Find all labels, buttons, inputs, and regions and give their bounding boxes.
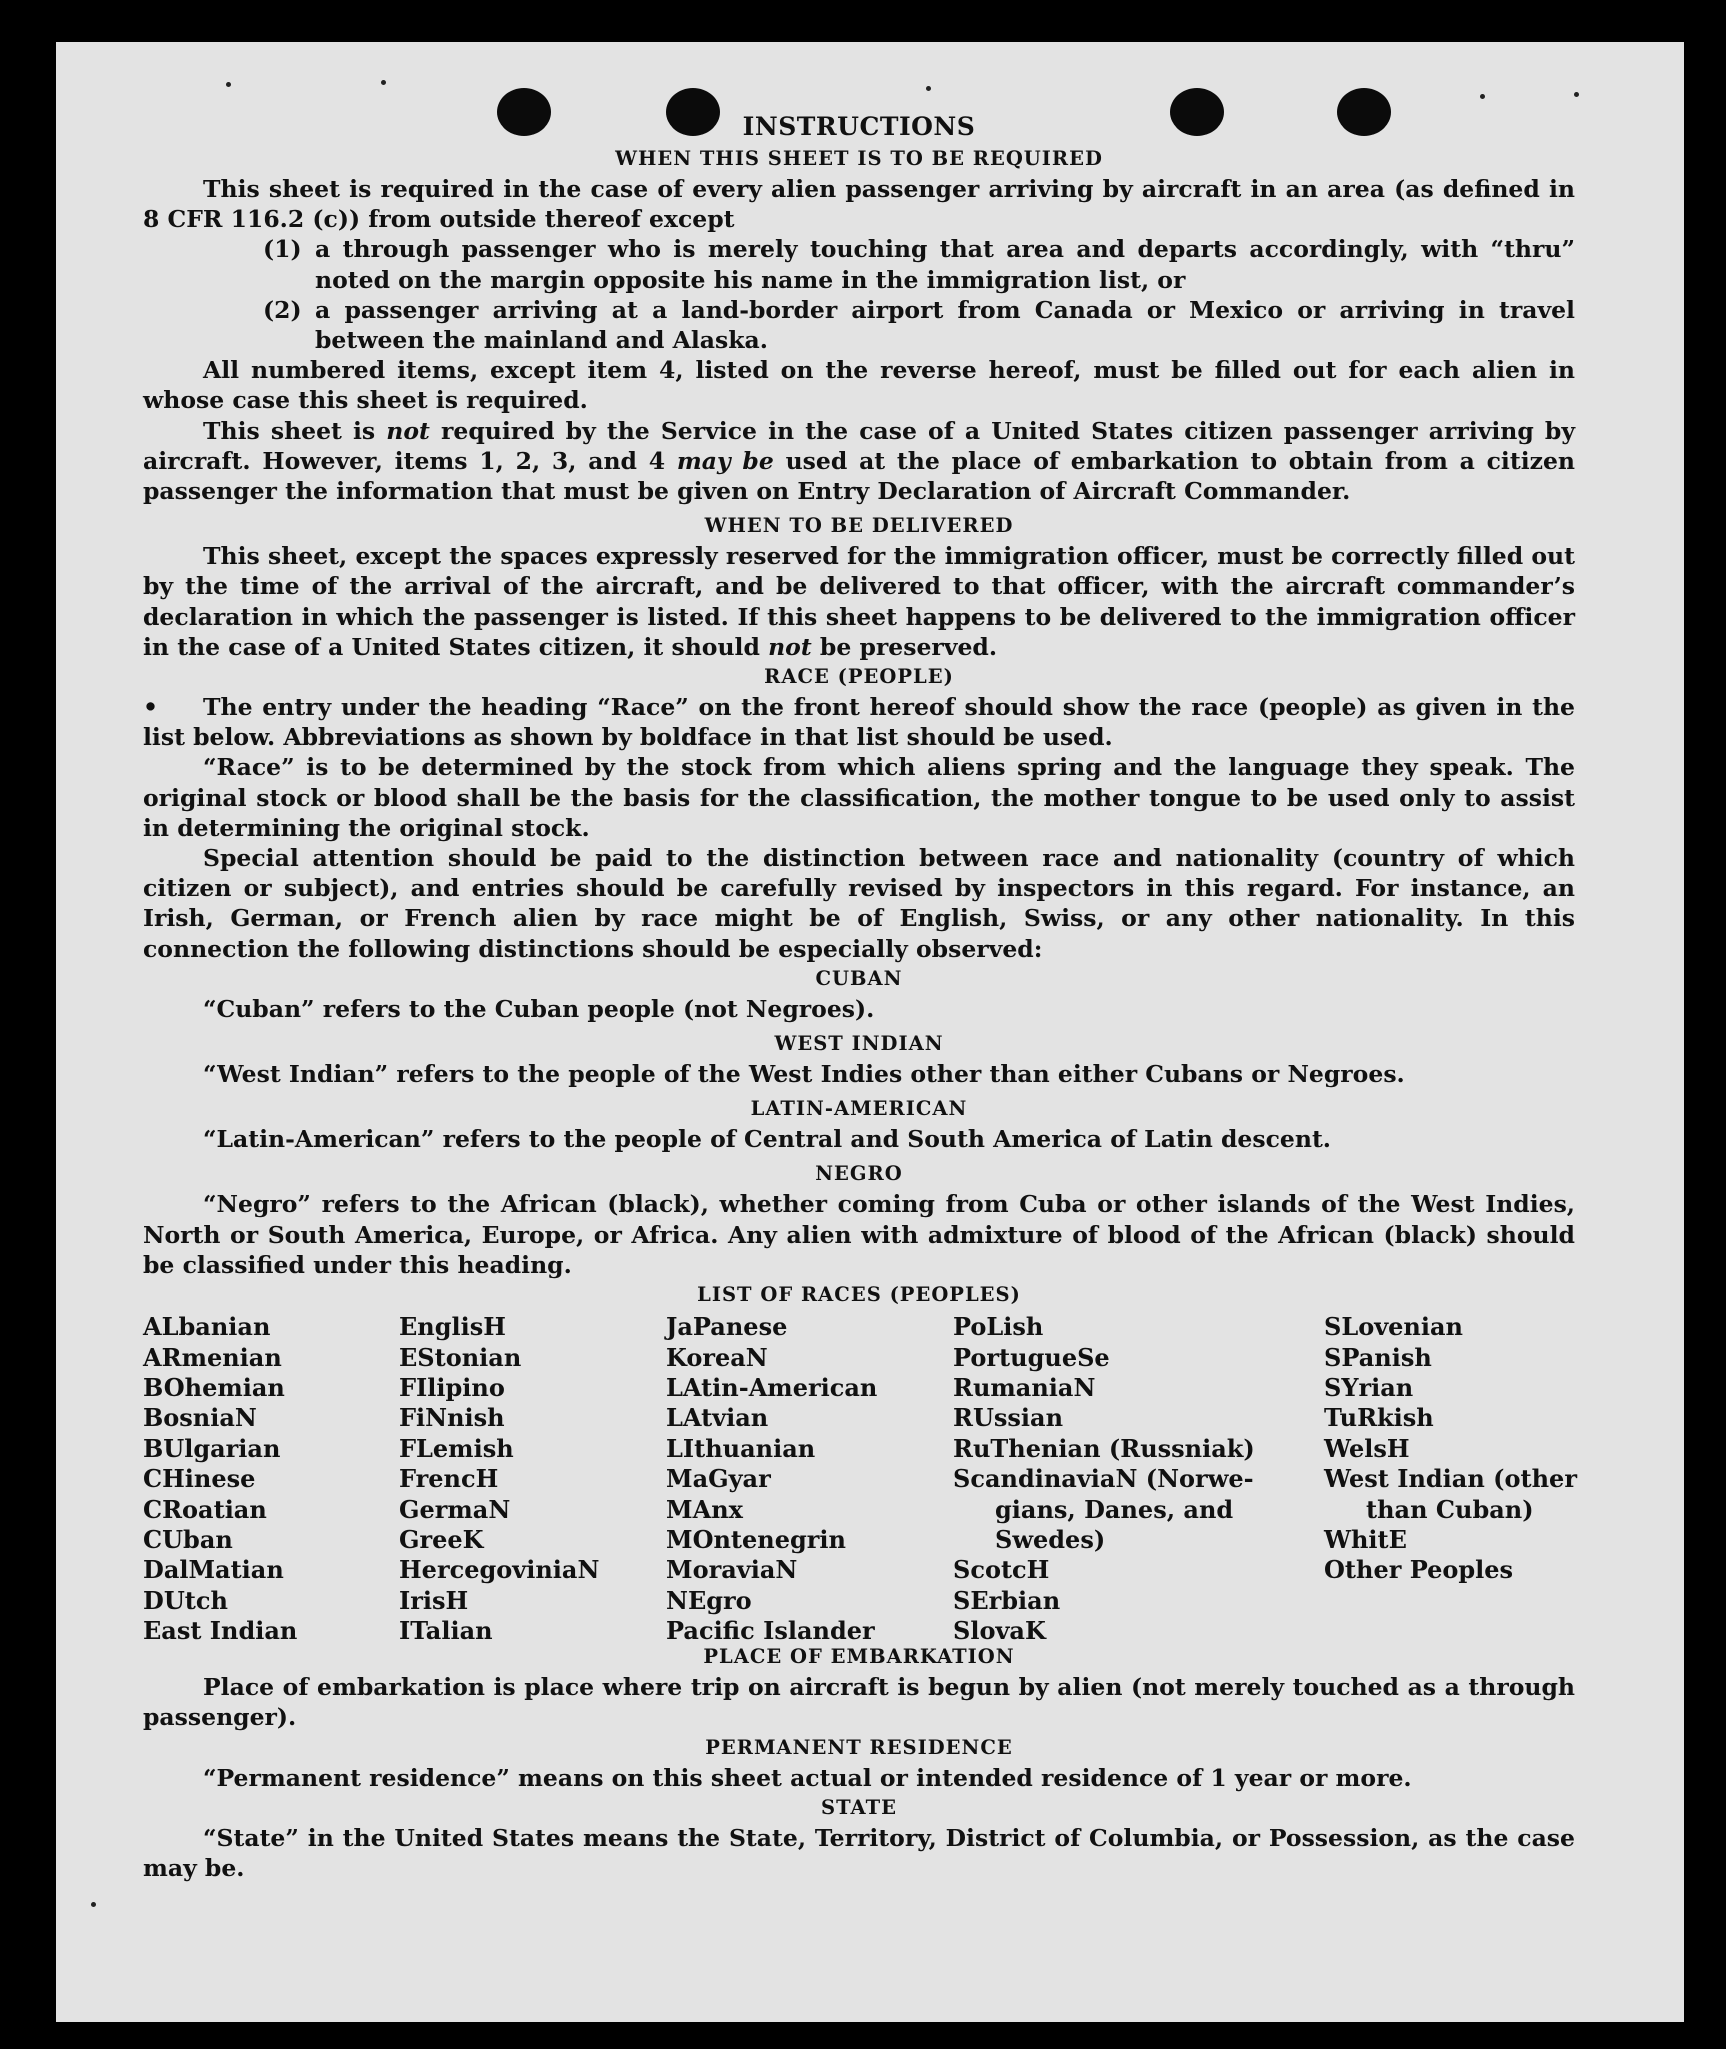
race-entry: GermaN	[399, 1494, 511, 1524]
race-entry: Swedes)	[995, 1524, 1106, 1554]
list-item	[143, 234, 1575, 294]
race-entry: ScotcH	[953, 1555, 1050, 1585]
heading-embarkation: PLACE OF EMBARKATION	[703, 1645, 1015, 1669]
race-entry: RuThenian (Russniak)	[953, 1433, 1255, 1463]
race-entry: PortugueSe	[953, 1342, 1110, 1372]
race-entry: LAtvian	[666, 1403, 769, 1433]
page-title: INSTRUCTIONS	[742, 112, 976, 141]
italic-run: not	[768, 632, 812, 661]
race-entry: CRoatian	[143, 1494, 267, 1524]
bullet-icon: •	[143, 693, 159, 722]
heading-when-delivered: WHEN TO BE DELIVERED	[704, 514, 1014, 538]
race-entry: BosniaN	[143, 1403, 257, 1433]
speck	[91, 1902, 96, 1907]
item-text: a passenger arriving at a land-border airport from Canada or Mexico or arriving in travel between the mainland and Alaska.	[315, 295, 1575, 355]
race-entry: SYrian	[1324, 1372, 1414, 1402]
race-entry: gians, Danes, and	[995, 1494, 1234, 1524]
race-entry: Other Peoples	[1324, 1555, 1514, 1585]
heading-cuban: CUBAN	[815, 966, 903, 990]
race-entry: GreeK	[399, 1524, 484, 1554]
paragraph: “West Indian” refers to the people of the West Indies other than either Cubans or Negroes.	[203, 1060, 1405, 1089]
paragraph: “Race” is to be determined by the stock from which aliens spring and the language they speak. The original stock or blood shall be the basis for the classification, the mother tongue to be used only to assist in determining the original stock.	[143, 753, 1575, 842]
race-entry: FiNnish	[399, 1403, 505, 1433]
race-column	[953, 1312, 1255, 1646]
italic-run: not	[386, 416, 430, 445]
heading-list-of-races: LIST OF RACES (PEOPLES)	[697, 1283, 1021, 1307]
paragraph: “Latin-American” refers to the people of Central and South America of Latin descent.	[203, 1125, 1331, 1154]
text-run: The entry under the heading “Race” on the front hereof should show the race (people) as given in the list below. Abbreviations as shown by boldface in that list should be used.	[143, 693, 1575, 752]
heading-latin-american: LATIN-AMERICAN	[750, 1097, 968, 1121]
race-entry: KoreaN	[666, 1342, 768, 1372]
paragraph: “Permanent residence” means on this sheet actual or intended residence of 1 year or more.	[203, 1763, 1412, 1792]
paragraph: Place of embarkation is place where trip on aircraft is begun by alien (not merely touched as a through passenger).	[143, 1673, 1575, 1732]
race-entry: ALbanian	[143, 1312, 271, 1342]
speck	[226, 82, 231, 87]
race-entry: NEgro	[666, 1585, 752, 1615]
race-column	[399, 1312, 599, 1646]
heading-negro: NEGRO	[815, 1162, 903, 1186]
speck	[1574, 92, 1579, 97]
race-entry: JaPanese	[666, 1312, 788, 1342]
paragraph	[143, 692, 1575, 752]
heading-west-indian: WEST INDIAN	[774, 1032, 944, 1056]
paragraph: “Negro” refers to the African (black), whether coming from Cuba or other islands of the West Indies, North or South America, Europe, or Africa. Any alien with admixture of blood of the African (black) should be classified under this heading.	[143, 1190, 1575, 1279]
race-entry: SLovenian	[1324, 1312, 1463, 1342]
race-column	[143, 1312, 297, 1646]
race-entry: RUssian	[953, 1403, 1064, 1433]
race-entry: ARmenian	[143, 1342, 282, 1372]
race-entry: SPanish	[1324, 1342, 1432, 1372]
paragraph: All numbered items, except item 4, listed on the reverse hereof, must be filled out for each alien in whose case this sheet is required.	[143, 356, 1575, 415]
paragraph: “State” in the United States means the State, Territory, District of Columbia, or Possession, as the case may be.	[143, 1823, 1575, 1882]
race-entry: than Cuban)	[1366, 1494, 1534, 1524]
speck	[381, 80, 386, 85]
race-entry: SErbian	[953, 1585, 1061, 1615]
race-entry: East Indian	[143, 1616, 298, 1646]
race-entry: HercegoviniaN	[399, 1555, 600, 1585]
race-entry: DalMatian	[143, 1555, 284, 1585]
paragraph: “Cuban” refers to the Cuban people (not Negroes).	[203, 994, 875, 1023]
list-item	[143, 295, 1575, 355]
race-entry: ScandinaviaN (Norwe-	[953, 1464, 1254, 1494]
race-entry: MOntenegrin	[666, 1524, 846, 1554]
race-entry: CUban	[143, 1524, 233, 1554]
race-list	[143, 1312, 1577, 1646]
heading-race: RACE (PEOPLE)	[764, 665, 954, 689]
race-entry: IrisH	[399, 1585, 469, 1615]
race-entry: Pacific Islander	[666, 1616, 875, 1646]
race-entry: SlovaK	[953, 1616, 1046, 1646]
race-entry: FLemish	[399, 1433, 514, 1463]
race-entry: LAtin-American	[666, 1372, 878, 1402]
heading-state: STATE	[821, 1795, 897, 1819]
race-entry: FIlipino	[399, 1372, 505, 1402]
race-entry: CHinese	[143, 1464, 256, 1494]
text-run: be preserved.	[811, 632, 998, 661]
race-entry: BOhemian	[143, 1372, 285, 1402]
italic-run: may be	[676, 446, 774, 475]
paragraph	[143, 416, 1575, 507]
race-entry: MAnx	[666, 1494, 743, 1524]
race-column	[1324, 1312, 1577, 1586]
paragraph: Special attention should be paid to the distinction between race and nationality (country of which citizen or subject), and entries should be carefully revised by inspectors in this regard. For instance, an Irish, German, or French alien by race might be of English, Swiss, or any other nationality. In this connection the following distinctions should be especially observed:	[143, 844, 1575, 963]
race-entry: TuRkish	[1324, 1403, 1434, 1433]
speck	[1480, 94, 1485, 99]
race-entry: DUtch	[143, 1585, 228, 1615]
race-entry: LIthuanian	[666, 1433, 816, 1463]
text-run: used at the place of embarkation to obtain from a citizen passenger the information that must be given on Entry Declaration of Aircraft Commander.	[143, 446, 1576, 506]
race-column	[666, 1312, 877, 1646]
item-number: (1)	[263, 235, 302, 264]
race-entry: ITalian	[399, 1616, 493, 1646]
race-entry: RumaniaN	[953, 1372, 1096, 1402]
race-entry: BUlgarian	[143, 1433, 281, 1463]
heading-when-required: WHEN THIS SHEET IS TO BE REQUIRED	[615, 147, 1103, 170]
paragraph	[143, 541, 1575, 662]
item-number: (2)	[263, 295, 302, 324]
race-entry: EStonian	[399, 1342, 522, 1372]
paragraph: This sheet is required in the case of every alien passenger arriving by aircraft in an area (as defined in 8 CFR 116.2 (c)) from outside thereof except	[143, 175, 1575, 234]
race-entry: EnglisH	[399, 1312, 506, 1342]
speck	[926, 86, 931, 91]
text-run: This sheet is	[203, 416, 387, 445]
race-entry: MoraviaN	[666, 1555, 798, 1585]
race-entry: WhitE	[1324, 1524, 1407, 1554]
race-entry: MaGyar	[666, 1464, 771, 1494]
race-entry: FrencH	[399, 1464, 499, 1494]
race-entry: West Indian (other	[1324, 1464, 1577, 1494]
heading-residence: PERMANENT RESIDENCE	[705, 1735, 1013, 1759]
item-text: a through passenger who is merely touching that area and departs accordingly, with “thru” noted on the margin opposite his name in the immigration list, or	[315, 235, 1575, 294]
race-entry: PoLish	[953, 1312, 1044, 1342]
document-sheet	[56, 42, 1684, 2022]
text-run: This sheet, except the spaces expressly reserved for the immigration officer, must be correctly filled out by the time of the arrival of the aircraft, and be delivered to that officer, with the aircraft commander’s declaration in which the passenger is listed. If this sheet happens to be delivered to the immigration officer in the case of a United States citizen, it should	[143, 542, 1575, 661]
text-run: required by the Service in the case of a United States citizen passenger arriving by aircraft. However, items 1, 2, 3, and 4	[143, 416, 1575, 475]
race-entry: WelsH	[1324, 1433, 1410, 1463]
instructions-content	[143, 110, 1575, 1883]
